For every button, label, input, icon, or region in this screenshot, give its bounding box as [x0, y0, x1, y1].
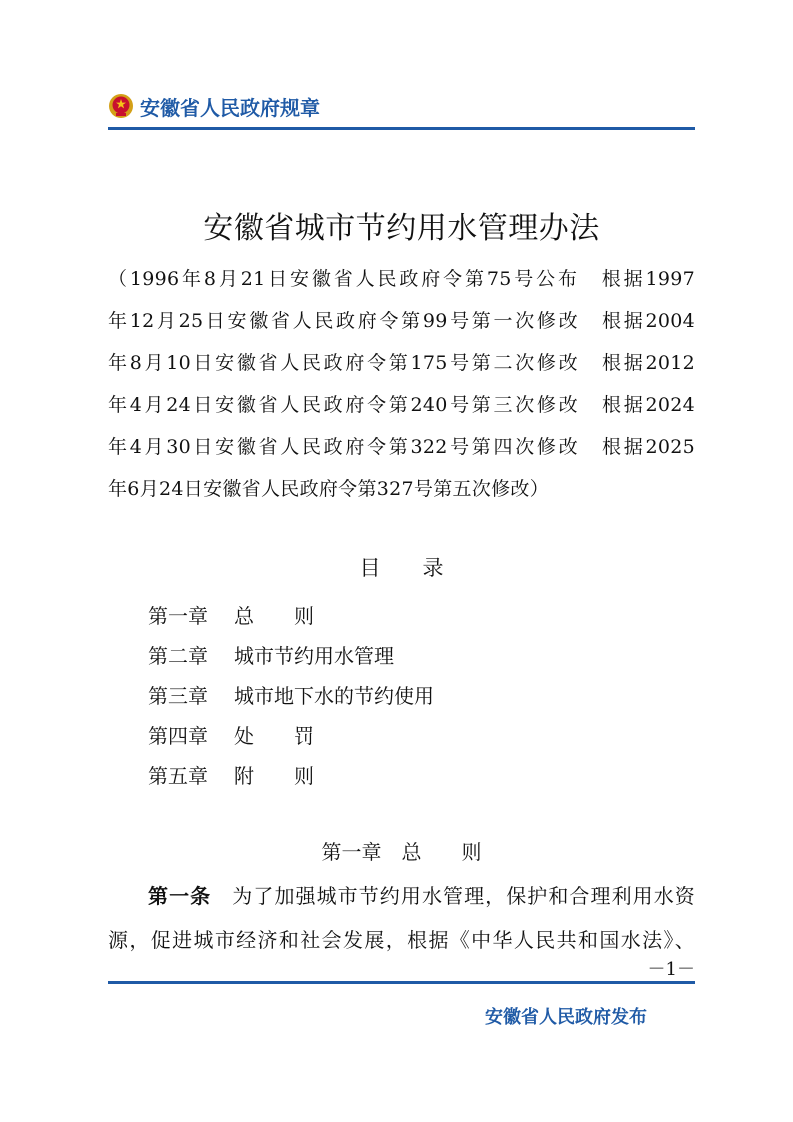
revision-history: [108, 258, 695, 510]
toc-chapter-name: 城市地下水的节约使用: [234, 684, 434, 708]
article-text: 为了加强城市节约用水管理，保护和合理利用水资: [232, 884, 695, 908]
footer-rule: [108, 981, 695, 984]
history-line: 年4月24日安徽省人民政府令第240号第三次修改 根据2024: [108, 394, 695, 416]
toc-chapter-name: 处 罚: [234, 724, 314, 748]
toc-chapter-number: 第五章: [148, 764, 208, 788]
history-line: 年12月25日安徽省人民政府令第99号第一次修改 根据2004: [108, 310, 695, 332]
national-emblem-icon: [108, 93, 134, 119]
article-label: 第一条: [148, 884, 212, 908]
toc-chapter-name: 总 则: [234, 604, 314, 628]
toc-item: [148, 676, 434, 716]
article-line: [108, 874, 695, 918]
article-1: [108, 874, 695, 962]
article-line: 源，促进城市经济和社会发展，根据《中华人民共和国水法》、: [108, 928, 695, 952]
history-line: （1996年8月21日安徽省人民政府令第75号公布 根据1997: [108, 268, 695, 290]
toc-chapter-number: 第二章: [148, 644, 208, 668]
toc-chapter-number: 第一章: [148, 604, 208, 628]
footer-publisher: 安徽省人民政府发布: [485, 1007, 647, 1028]
toc-chapter-name: 城市节约用水管理: [234, 644, 394, 668]
document-title: 安徽省城市节约用水管理办法: [203, 211, 600, 246]
history-line: 年8月10日安徽省人民政府令第175号第二次修改 根据2012: [108, 352, 695, 374]
toc-item: [148, 636, 434, 676]
toc-chapter-name: 附 则: [234, 764, 314, 788]
toc-title: 目 录: [359, 556, 444, 580]
page-number: －1－: [647, 959, 695, 980]
chapter-heading: 第一章 总 则: [321, 840, 482, 864]
header-title: 安徽省人民政府规章: [140, 95, 320, 120]
toc-chapter-number: 第四章: [148, 724, 208, 748]
toc-chapter-number: 第三章: [148, 684, 208, 708]
toc-item: [148, 596, 434, 636]
header-rule: [108, 127, 695, 130]
document-header: [108, 88, 320, 124]
table-of-contents: [148, 596, 434, 796]
history-line: 年6月24日安徽省人民政府令第327号第五次修改）: [108, 478, 550, 500]
history-line: 年4月30日安徽省人民政府令第322号第四次修改 根据2025: [108, 436, 695, 458]
toc-item: [148, 756, 434, 796]
toc-item: [148, 716, 434, 756]
